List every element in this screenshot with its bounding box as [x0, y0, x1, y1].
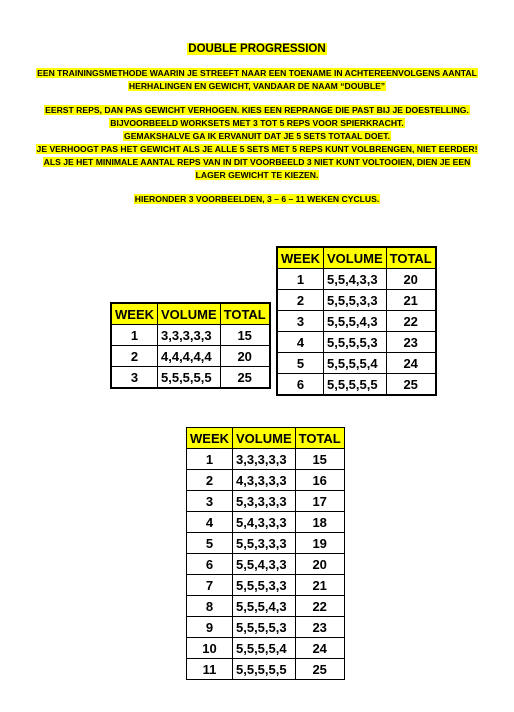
table-row	[277, 311, 436, 332]
week-cell: 7	[187, 575, 233, 596]
examples-line: HIERONDER 3 VOORBEELDEN, 3 – 6 – 11 WEKEN CYCLUS.	[134, 194, 380, 204]
volume-cell: 5,5,3,3,3	[233, 533, 296, 554]
body-line-5: ALS JE HET MINIMALE AANTAL REPS VAN IN DIT VOORBEELD 3 NIET KUNT VOLTOOIEN, DIEN JE EEN	[43, 157, 471, 167]
total-cell: 25	[220, 367, 270, 389]
header-week: WEEK	[111, 303, 158, 325]
table-header-row	[187, 428, 345, 449]
week-cell: 2	[111, 346, 158, 367]
total-cell: 23	[295, 617, 344, 638]
table-row	[187, 470, 345, 491]
total-cell: 16	[295, 470, 344, 491]
total-cell: 18	[295, 512, 344, 533]
table-row	[187, 659, 345, 680]
week-cell: 5	[277, 353, 324, 374]
table-11-weeks	[186, 427, 345, 680]
volume-cell: 4,4,4,4,4	[158, 346, 221, 367]
table-6-weeks	[276, 246, 437, 396]
table-body	[277, 269, 436, 396]
week-cell: 4	[187, 512, 233, 533]
table-row	[187, 512, 345, 533]
volume-cell: 5,5,4,3,3	[324, 269, 387, 290]
body-line-4: JE VERHOOGT PAS HET GEWICHT ALS JE ALLE 5 SETS MET 5 REPS KUNT VOLBRENGEN, NIET EERDER!	[36, 144, 478, 154]
body-line-6: LAGER GEWICHT TE KIEZEN.	[195, 170, 319, 180]
table-row	[277, 290, 436, 311]
intro-line-2: HERHALINGEN EN GEWICHT, VANDAAR DE NAAM “DOUBLE”	[128, 81, 386, 91]
total-cell: 22	[295, 596, 344, 617]
table-row	[187, 491, 345, 512]
total-cell: 20	[220, 346, 270, 367]
total-cell: 21	[295, 575, 344, 596]
table-row	[111, 367, 270, 389]
body-line-3: GEMAKSHALVE GA IK ERVANUIT DAT JE 5 SETS TOTAAL DOET.	[124, 131, 390, 141]
week-cell: 10	[187, 638, 233, 659]
header-week: WEEK	[187, 428, 233, 449]
week-cell: 6	[187, 554, 233, 575]
week-cell: 1	[277, 269, 324, 290]
volume-cell: 5,5,5,5,4	[324, 353, 387, 374]
volume-cell: 5,5,5,3,3	[324, 290, 387, 311]
total-cell: 23	[386, 332, 436, 353]
header-total: TOTAL	[220, 303, 270, 325]
volume-cell: 5,5,5,5,5	[158, 367, 221, 389]
volume-cell: 5,5,5,3,3	[233, 575, 296, 596]
table-row	[187, 638, 345, 659]
table-row	[277, 353, 436, 374]
total-cell: 20	[386, 269, 436, 290]
week-cell: 3	[111, 367, 158, 389]
table-row	[277, 374, 436, 396]
week-cell: 3	[187, 491, 233, 512]
total-cell: 19	[295, 533, 344, 554]
total-cell: 24	[295, 638, 344, 659]
total-cell: 25	[386, 374, 436, 396]
week-cell: 3	[277, 311, 324, 332]
total-cell: 24	[386, 353, 436, 374]
body-line-2: BIJVOORBEELD WORKSETS MET 3 TOT 5 REPS VOOR SPIERKRACHT.	[110, 118, 404, 128]
volume-cell: 3,3,3,3,3	[233, 449, 296, 470]
header-total: TOTAL	[295, 428, 344, 449]
table-row	[187, 596, 345, 617]
volume-cell: 5,5,5,4,3	[324, 311, 387, 332]
volume-cell: 5,5,5,5,3	[233, 617, 296, 638]
table-3-weeks	[110, 302, 271, 389]
volume-cell: 5,5,5,5,4	[233, 638, 296, 659]
week-cell: 4	[277, 332, 324, 353]
volume-cell: 4,3,3,3,3	[233, 470, 296, 491]
volume-cell: 5,5,5,5,3	[324, 332, 387, 353]
table-row	[187, 617, 345, 638]
total-cell: 15	[220, 325, 270, 346]
body-line-1: EERST REPS, DAN PAS GEWICHT VERHOGEN. KIES EEN REPRANGE DIE PAST BIJ JE DOESTELLING.	[45, 105, 469, 115]
week-cell: 1	[187, 449, 233, 470]
header-volume: VOLUME	[324, 247, 387, 269]
volume-cell: 5,4,3,3,3	[233, 512, 296, 533]
volume-cell: 5,3,3,3,3	[233, 491, 296, 512]
week-cell: 11	[187, 659, 233, 680]
week-cell: 9	[187, 617, 233, 638]
total-cell: 21	[386, 290, 436, 311]
table-header-row	[111, 303, 270, 325]
page-title: DOUBLE PROGRESSION	[188, 43, 326, 55]
table-row	[187, 533, 345, 554]
table-row	[187, 575, 345, 596]
volume-cell: 3,3,3,3,3	[158, 325, 221, 346]
total-cell: 22	[386, 311, 436, 332]
header-volume: VOLUME	[233, 428, 296, 449]
header-total: TOTAL	[386, 247, 436, 269]
table-row	[277, 269, 436, 290]
table-header-row	[277, 247, 436, 269]
week-cell: 2	[187, 470, 233, 491]
week-cell: 5	[187, 533, 233, 554]
total-cell: 25	[295, 659, 344, 680]
table-row	[111, 346, 270, 367]
week-cell: 1	[111, 325, 158, 346]
table-body	[111, 325, 270, 389]
header-week: WEEK	[277, 247, 324, 269]
total-cell: 17	[295, 491, 344, 512]
week-cell: 2	[277, 290, 324, 311]
table-row	[277, 332, 436, 353]
header-volume: VOLUME	[158, 303, 221, 325]
volume-cell: 5,5,5,5,5	[233, 659, 296, 680]
volume-cell: 5,5,5,5,5	[324, 374, 387, 396]
week-cell: 8	[187, 596, 233, 617]
table-body	[187, 449, 345, 680]
total-cell: 20	[295, 554, 344, 575]
intro-line-1: EEN TRAININGSMETHODE WAARIN JE STREEFT NAAR EEN TOENAME IN ACHTEREENVOLGENS AANTAL	[37, 68, 477, 78]
table-row	[187, 449, 345, 470]
week-cell: 6	[277, 374, 324, 396]
table-row	[187, 554, 345, 575]
total-cell: 15	[295, 449, 344, 470]
volume-cell: 5,5,4,3,3	[233, 554, 296, 575]
table-row	[111, 325, 270, 346]
volume-cell: 5,5,5,4,3	[233, 596, 296, 617]
